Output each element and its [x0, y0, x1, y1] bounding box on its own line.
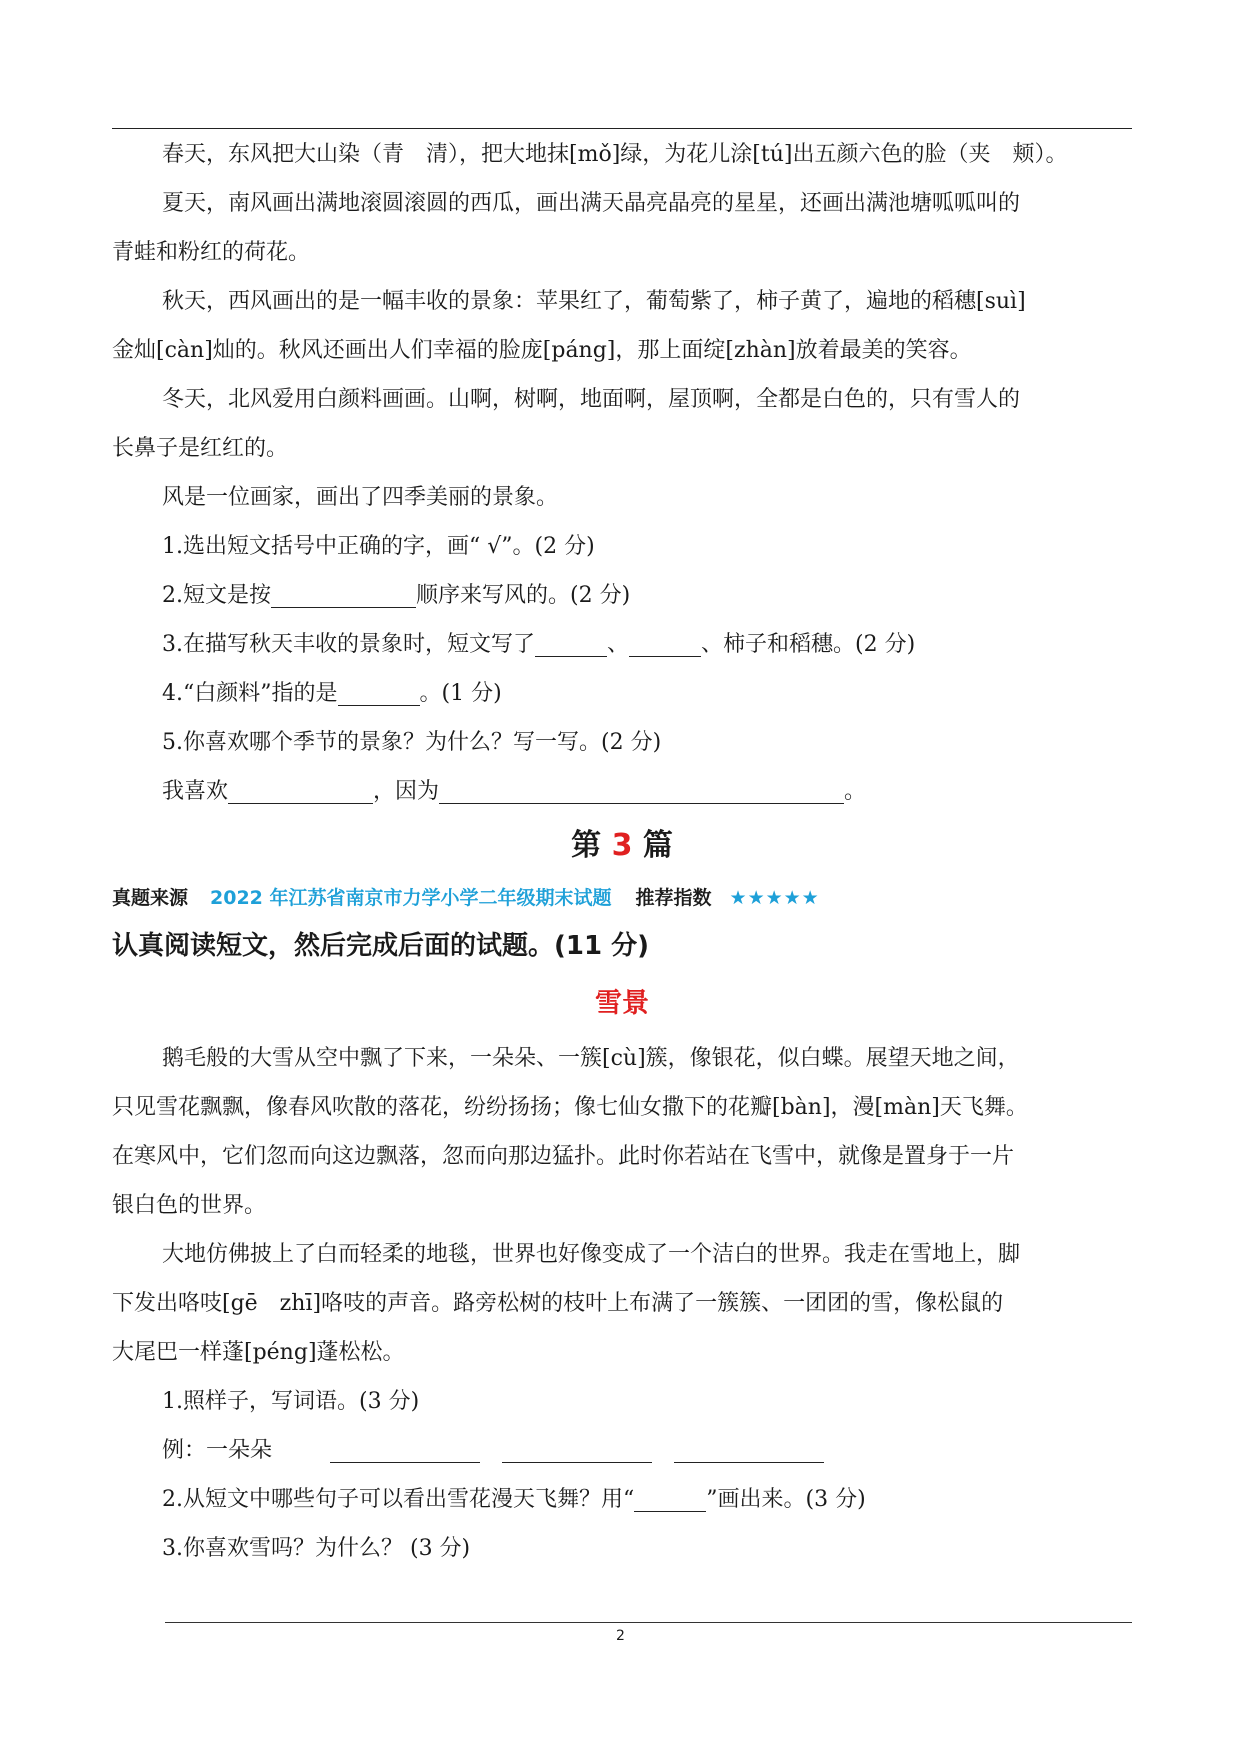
question-3-suffix: 、柿子和稻穗。(2 分): [701, 632, 916, 657]
summer-paragraph-line-2: 青蛙和粉红的荷花。: [112, 240, 311, 265]
answer-prefix: 我喜欢: [162, 779, 229, 804]
answer-end: 。: [844, 779, 867, 804]
answer-blank[interactable]: [535, 630, 607, 657]
instruction-heading: 认真阅读短文，然后完成后面的试题。(11 分): [112, 931, 649, 961]
winter-paragraph-line-1: 冬天，北风爱用白颜料画画。山啊，树啊，地面啊，屋顶啊，全都是白色的，只有雪人的: [162, 387, 1021, 412]
question-2: [112, 571, 1132, 620]
question-1: 1.选出短文括号中正确的字，画“ √”。(2 分): [162, 534, 595, 559]
answer-middle: ，因为: [373, 779, 440, 804]
passage-paragraph-1-line-2: 只见雪花飘飘，像春风吹散的落花，纷纷扬扬；像七仙女撒下的花瓣[bàn]，漫[màn]天飞舞。: [112, 1095, 1028, 1120]
snow-question-1: 1.照样子，写词语。(3 分): [162, 1389, 420, 1414]
passage-paragraph-1-line-4: 银白色的世界。: [112, 1193, 267, 1218]
passage-title: 雪景: [595, 988, 649, 1019]
question-3-separator: 、: [607, 632, 630, 657]
summer-paragraph-line-1: 夏天，南风画出满地滚圆滚圆的西瓜，画出满天晶亮晶亮的星星，还画出满池塘呱呱叫的: [162, 191, 1021, 216]
answer-blank[interactable]: [674, 1436, 824, 1463]
question-4: [112, 669, 1132, 718]
question-3: [112, 620, 1132, 669]
snow-question-2: [112, 1475, 1132, 1524]
section-title: [112, 824, 1132, 868]
answer-blank[interactable]: [330, 1436, 480, 1463]
snow-question-2-suffix: ”画出来。(3 分): [706, 1487, 866, 1512]
question-2-suffix: 顺序来写风的。(2 分): [416, 583, 631, 608]
section-suffix: 篇: [642, 828, 673, 863]
passage-paragraph-2-line-3: 大尾巴一样蓬[péng]蓬松松。: [112, 1340, 405, 1365]
question-4-prefix: 4.“白颜料”指的是: [162, 681, 338, 706]
recommend-label: 推荐指数: [635, 887, 712, 909]
passage-paragraph-1-line-1: 鹅毛般的大雪从空中飘了下来，一朵朵、一簇[cù]簇，像银花，似白蝶。展望天地之间，: [162, 1046, 1020, 1071]
autumn-paragraph-line-1: 秋天，西风画出的是一幅丰收的景象：苹果红了，葡萄紫了，柿子黄了，遍地的稻穗[suì]: [162, 289, 1026, 314]
question-4-suffix: 。(1 分): [419, 681, 502, 706]
snow-example-line: [112, 1426, 1132, 1475]
spring-paragraph: 春天，东风把大山染（青 清），把大地抹[mǒ]绿，为花儿涂[tú]出五颜六色的脸（夹 颊）。: [162, 142, 1068, 167]
rating-stars-icon: ★★★★★: [729, 887, 820, 909]
passage-paragraph-1-line-3: 在寒风中，它们忽而向这边飘落，忽而向那边猛扑。此时你若站在飞雪中，就像是置身于一片: [112, 1144, 1015, 1169]
answer-blank[interactable]: [439, 777, 844, 804]
answer-blank[interactable]: [629, 630, 701, 657]
question-5: 5.你喜欢哪个季节的景象？为什么？写一写。(2 分): [162, 730, 662, 755]
question-5-answer-line: [112, 767, 1132, 816]
answer-blank[interactable]: [271, 581, 416, 608]
footer-rule: [165, 1622, 1132, 1623]
snow-question-2-prefix: 2.从短文中哪些句子可以看出雪花漫天飞舞？用“: [162, 1487, 635, 1512]
answer-blank[interactable]: [338, 679, 420, 706]
answer-blank[interactable]: [502, 1436, 652, 1463]
winter-paragraph-line-2: 长鼻子是红红的。: [112, 436, 289, 461]
section-number: 3: [611, 828, 633, 863]
page-number: 2: [616, 1628, 625, 1644]
question-2-prefix: 2.短文是按: [162, 583, 271, 608]
page-content: [112, 130, 1132, 1573]
autumn-paragraph-line-2: 金灿[càn]灿的。秋风还画出人们幸福的脸庞[páng]，那上面绽[zhàn]放着最美的笑容。: [112, 338, 972, 363]
question-3-prefix: 3.在描写秋天丰收的景象时，短文写了: [162, 632, 535, 657]
snow-question-3: 3.你喜欢雪吗？为什么？ (3 分): [162, 1536, 471, 1561]
source-label: 真题来源: [112, 887, 189, 909]
source-value: 2022 年江苏省南京市力学小学二年级期末试题: [210, 887, 612, 909]
passage-paragraph-2-line-2: 下发出咯吱[gē zhī]咯吱的声音。路旁松树的枝叶上布满了一簇簇、一团团的雪，像松鼠的: [112, 1291, 1004, 1316]
source-line: [112, 878, 1132, 918]
conclusion-paragraph: 风是一位画家，画出了四季美丽的景象。: [162, 485, 559, 510]
header-rule: [112, 128, 1132, 129]
answer-blank[interactable]: [228, 777, 373, 804]
section-prefix: 第: [571, 828, 602, 863]
example-label: 例：一朵朵: [162, 1438, 273, 1463]
answer-blank[interactable]: [634, 1485, 706, 1512]
passage-paragraph-2-line-1: 大地仿佛披上了白而轻柔的地毯，世界也好像变成了一个洁白的世界。我走在雪地上，脚: [162, 1242, 1021, 1267]
